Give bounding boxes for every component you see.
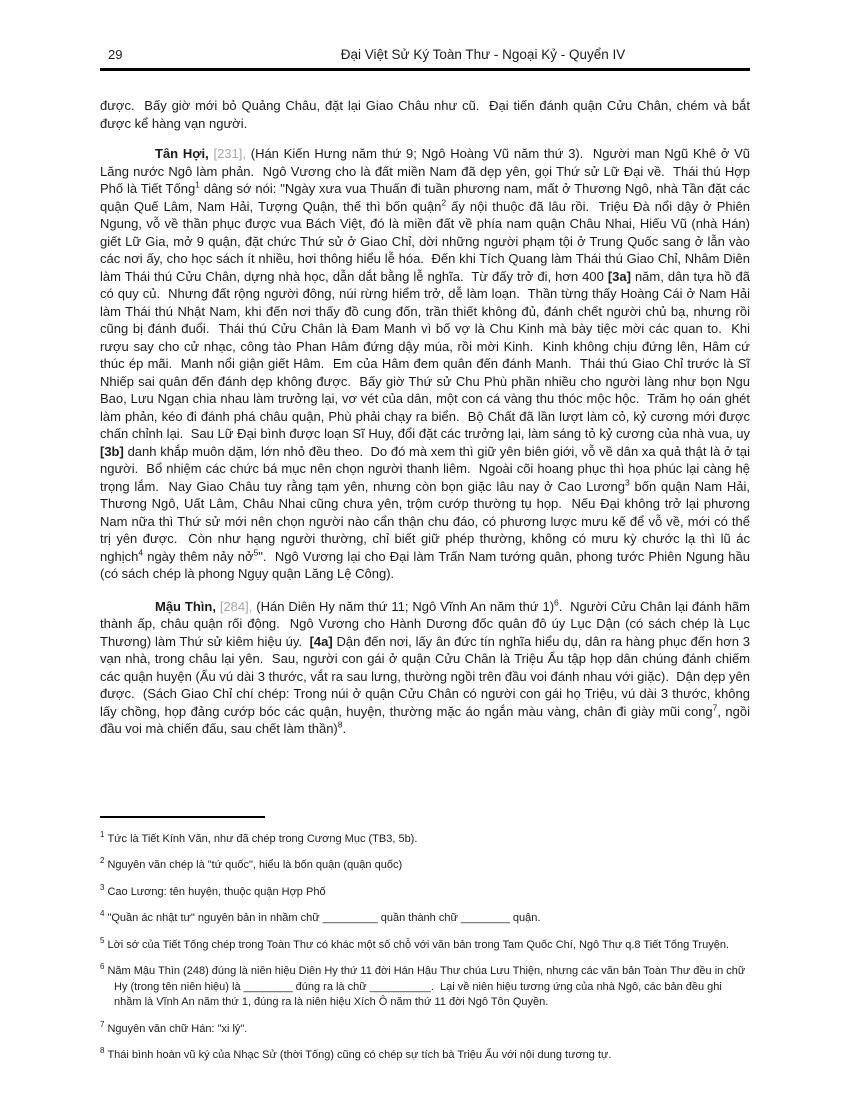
- paragraph-mau-thin: [100, 597, 754, 738]
- footnote-item: [100, 911, 750, 927]
- footnote-item: [100, 964, 750, 1011]
- text-segment: ngày thêm nảy nở: [143, 548, 254, 564]
- paragraph-intro: [100, 97, 754, 132]
- footnote-text: Thái bình hoàn vũ ký của Nhạc Sử (thời Tống) cũng có chép sự tích bà Triệu Ẩu với nội dung tương tự.: [107, 1049, 612, 1061]
- footnote-text: Năm Mậu Thìn (248) đúng là niên hiệu Diên Hy thứ 11 đời Hán Hậu Thư chúa Lưu Thiện, nhưng các văn bản Toàn Thư đều in chữ Hy (trong tên niên hiệu) là ________ đúng ra là chữ __________. Lại về niên hiệu tương ứng của nhà Ngô, các bản đều ghi nhầm là Vĩnh An năm thứ 1, đúng ra là niên hiệu Xích Ô năm thứ 11 đời Ngô Tôn Quyền.: [107, 965, 749, 1008]
- paragraph-tan-hoi: [100, 145, 754, 583]
- footnote-text: Cao Lương: tên huyện, thuộc quận Hợp Phố: [107, 885, 326, 898]
- text-segment: bốn quận Nam Hải, Thương Ngô, Uất Lâm, Châu Nhai cũng chưa yên, trộm cướp thường tụ họp. Nếu Đại không trở lại phương Nam nữa thì Thứ sử mới nên chọn người nào cẩn thận chu đáo, có phương lược mưu kế để vỗ về, mới có thể trị yên được. Còn như hạng người thường, chỉ biết giữ phép thường, không có mưu kỳ chước lạ thì lũ ác nghịch: [100, 478, 754, 564]
- footnote-number: 6: [100, 962, 105, 972]
- footnote-text: "Quần ác nhật tư" nguyên bản in nhầm chữ _________ quần thành chữ ________ quận.: [107, 912, 541, 924]
- page-title: Đại Việt Sử Ký Toàn Thư - Ngoại Kỷ - Quyển IV: [340, 47, 626, 62]
- footnote-ref: 5: [253, 547, 259, 558]
- footnote-number: 7: [100, 1019, 105, 1029]
- page-header: [100, 0, 750, 62]
- text-segment: , ngồi đầu voi mà chiến đấu, sau chết làm thần): [100, 703, 754, 736]
- text-segment: Dận đến nơi, lấy ân đức tín nghĩa hiểu dụ, dân ra hàng phục đến hơn 3 vạn nhà, trong châu lại yên. Sau, người con gái ở quận Cửu Chân là Triệu Ẩu tập họp dân chúng đánh chiếm các quận huyện (Ẩu vú dài 3 thước, vắt ra sau lưng, thường ngồi trên đầu voi đánh nhau với giặc). Dận dẹp yên được. (Sách Giao Chỉ chí chép: Trong núi ở quận Cửu Chân có người con gái họ Triệu, vú dài 3 thước, không lấy chồng, họp đảng cướp bóc các quận, huyện, thường mặc áo ngắn màu vàng, chân đi giày mũi cong: [100, 633, 754, 719]
- footnote-text: Tức là Tiết Kính Văn, như đã chép trong Cương Mục (TB3, 5b).: [107, 832, 418, 845]
- header-rule: [100, 68, 750, 71]
- footnote-ref: 4: [138, 547, 144, 558]
- folio-marker: [3b]: [100, 443, 124, 459]
- text-segment: năm, dân tựa hồ đã có quy củ. Nhưng đất rộng người đông, núi rừng hiểm trở, dễ làm loạn. Thần từng thấy Hoàng Cái ở Nam Hải làm Thái thú Nhật Nam, khi đến nơi thấy đồ cung đốn, trần thiết không đủ, đánh chết người chủ bạ, nhưng rồi cũng bị đánh đuổi. Thái thú Cửu Chân là Đam Manh vì bố vợ là Chu Kinh mà bày tiệc mời các quan to. Khi rượu say cho cử nhạc, công tào Phan Hâm đứng dậy múa, rồi mời Kinh. Kinh không chịu đứng lên, Hâm cứ thúc ép mãi. Manh nổi giận giết Hâm. Em của Hâm đem quân đến đánh Manh. Thái thú Giao Chỉ trước là Sĩ Nhiếp sai quân đến đánh dẹp không được. Bấy giờ Thứ sử Chu Phù phần nhiều cho người làng như bọn Ngu Bao, Lưu Ngạn chia nhau làm trưởng lại, vơ vét của dân, một con cá vàng thu thóc mộc hộc. Trăm họ oán ghét làm phản, kéo đi đánh phá châu quận, Phù phải chạy ra biển. Bộ Chất đã lần lượt làm cỏ, kỷ cương mới được chấn chỉnh lại. Sau Lữ Đại bình được loạn Sĩ Huy, đổi đặt các trưởng lại, làm sáng tỏ kỷ cương của nhà vua, uy: [100, 268, 754, 441]
- footnote-item: [100, 882, 750, 901]
- text-segment: .: [342, 721, 347, 736]
- footnote-item: [100, 829, 750, 848]
- year-label: Tân Hợi,: [155, 146, 214, 161]
- footnote-ref: 6: [554, 597, 559, 608]
- footnote-ref: 8: [337, 719, 343, 730]
- page-number: 29: [108, 47, 123, 62]
- footnote-ref: 3: [625, 477, 630, 488]
- footnote-number: 5: [100, 935, 105, 945]
- text-segment: ấy nội thuộc đã lâu rồi. Triệu Đà nổi dậy ở Phiên Ngung, vỗ về thần phục được vua Bách Việt, đó là miền đất về phía nam quận Châu Nhai, Hiếu Vũ (nhà Hán) giết Lữ Gia, mở 9 quận, đặt chức Thứ sử ở Giao Chỉ, dời những người phạm tội ở Trung Quốc sang ở lẫn vào các nơi ấy, cho học sách ít nhiều, hơi thông hiểu lễ hóa. Đến khi Tích Quang làm Thái thú Giao Chỉ, Nhâm Diên làm Thái thú Cửu Chân, dựng nhà học, dẫn dắt bằng lễ nghĩa. Từ đấy trở đi, hơn 400: [100, 198, 754, 284]
- text-segment: được. Bấy giờ mới bỏ Quảng Châu, đặt lại Giao Châu như cũ. Đại tiến đánh quận Cửu Chân, chém và bắt được kể hàng vạn người.: [100, 98, 754, 131]
- footnote-number: 2: [100, 856, 105, 866]
- footnote-number: 3: [100, 882, 105, 892]
- footnotes-section: [100, 829, 750, 1064]
- footnote-number: 8: [100, 1046, 105, 1056]
- text-segment: . Người Cửu Chân lại đánh hãm thành ấp, châu quận rối động. Ngô Vương cho Hành Dương đốc quân đô úy Lục Dận (có sách chép là Lục Thương) làm Thứ sử kiêm hiệu úy.: [100, 598, 754, 649]
- folio-marker: [4a]: [309, 633, 333, 649]
- footnote-ref: 7: [712, 702, 718, 713]
- footnote-item: [100, 1048, 750, 1064]
- footnote-item: [100, 1019, 750, 1038]
- text-segment: (Hán Diên Hy năm thứ 11; Ngô Vĩnh An năm thứ 1): [256, 598, 555, 614]
- text-segment: (Hán Kiến Hưng năm thứ 9; Ngô Hoàng Vũ năm thứ 3). Người man Ngũ Khê ở Vũ Lăng nước Ngô làm phản. Ngô Vương cho là đất miền Nam đã dẹp yên, gọi Thứ sử Lữ Đại về. Thái thú Hợp Phố là Tiết Tống: [100, 146, 754, 196]
- footnote-item: [100, 858, 750, 874]
- year-label: Mậu Thìn,: [155, 598, 220, 614]
- text-segment: dâng sớ nói: "Ngày xưa vua Thuấn đi tuần phương nam, mất ở Thương Ngô, nhà Tần đặt các quận Quế Lâm, Nam Hải, Tượng Quận, thế thì bốn quận: [100, 181, 754, 214]
- folio-marker: [3a]: [607, 268, 631, 284]
- citation-year: [284],: [219, 598, 257, 614]
- footnote-text: Lời sớ của Tiết Tống chép trong Toàn Thư có khác một số chỗ với văn bản trong Tam Quốc Chí, Ngô Thư q.8 Tiết Tống Truyện.: [107, 938, 729, 951]
- footnote-ref: 2: [441, 197, 447, 208]
- footnote-text: Nguyên văn chữ Hán: "xi lý".: [107, 1022, 248, 1035]
- text-segment: ". Ngô Vương lại cho Đại làm Trấn Nam tướng quân, phong tước Phiên Ngung hầu (có sách chép là phong Ngụy quận Lăng Lệ Công).: [100, 548, 754, 581]
- footnote-number: 4: [100, 909, 105, 919]
- citation-year: [231],: [213, 146, 251, 161]
- footnote-ref: 1: [195, 179, 200, 190]
- footnote-item: [100, 935, 750, 954]
- footnote-separator: [100, 816, 265, 818]
- text-segment: danh khắp muôn dặm, lớn nhỏ đều theo. Do đó mà xem thì giữ yên biên giới, vỗ về dân xa quả thật là ở tại người. Bổ nhiệm các chức bá mục nên chọn người thanh liêm. Ngoài cõi hoang phục thì họa phúc lại càng hệ trọng lắm. Nay Giao Châu tuy rằng tạm yên, nhưng còn bọn giặc lâu nay ở Cao Lương: [100, 443, 754, 494]
- footnote-text: Nguyên văn chép là "tứ quốc", hiểu là bốn quận (quận quốc): [107, 859, 403, 871]
- footnote-number: 1: [100, 829, 105, 839]
